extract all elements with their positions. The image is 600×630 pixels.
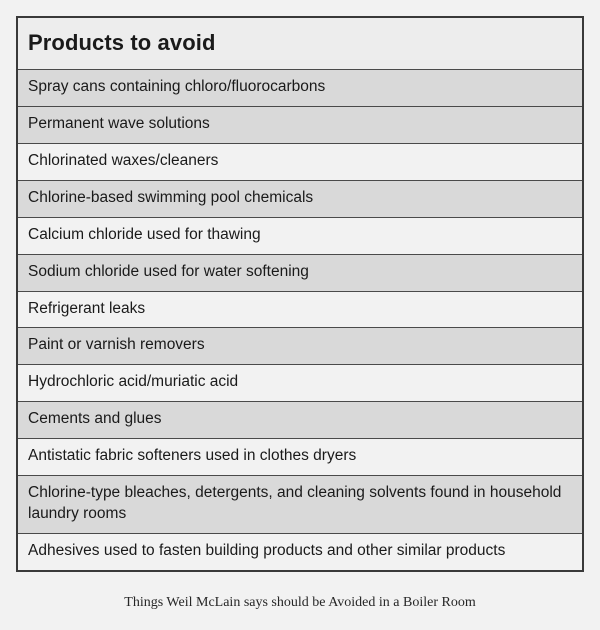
table-row (17, 180, 583, 217)
table-cell-product: Calcium chloride used for thawing (17, 217, 583, 254)
table-header (17, 17, 583, 70)
products-to-avoid-table (16, 16, 584, 572)
table-cell-product: Sodium chloride used for water softening (17, 254, 583, 291)
table-row (17, 328, 583, 365)
table-cell-product: Chlorine-type bleaches, detergents, and cleaning solvents found in household laundry rooms (17, 476, 583, 534)
table-row (17, 365, 583, 402)
table-cell-product: Permanent wave solutions (17, 106, 583, 143)
table-caption: Things Weil McLain says should be Avoided in a Boiler Room (124, 595, 476, 610)
table-cell-product: Cements and glues (17, 402, 583, 439)
table-cell-product: Paint or varnish removers (17, 328, 583, 365)
table-cell-product: Adhesives used to fasten building products and other similar products (17, 533, 583, 570)
table-body (17, 70, 583, 571)
table-header-cell: Products to avoid (17, 17, 583, 70)
table-row (17, 143, 583, 180)
table-row (17, 402, 583, 439)
table-row (17, 291, 583, 328)
table-row (17, 476, 583, 534)
table-row (17, 533, 583, 570)
table-row (17, 439, 583, 476)
table-cell-product: Antistatic fabric softeners used in clothes dryers (17, 439, 583, 476)
table-row (17, 254, 583, 291)
table-header-row (17, 17, 583, 70)
table-cell-product: Spray cans containing chloro/fluorocarbons (17, 70, 583, 107)
table-cell-product: Chlorine-based swimming pool chemicals (17, 180, 583, 217)
table-cell-product: Hydrochloric acid/muriatic acid (17, 365, 583, 402)
table-cell-product: Chlorinated waxes/cleaners (17, 143, 583, 180)
table-row (17, 217, 583, 254)
products-to-avoid-table-container (16, 16, 584, 572)
table-cell-product: Refrigerant leaks (17, 291, 583, 328)
table-row (17, 70, 583, 107)
table-row (17, 106, 583, 143)
